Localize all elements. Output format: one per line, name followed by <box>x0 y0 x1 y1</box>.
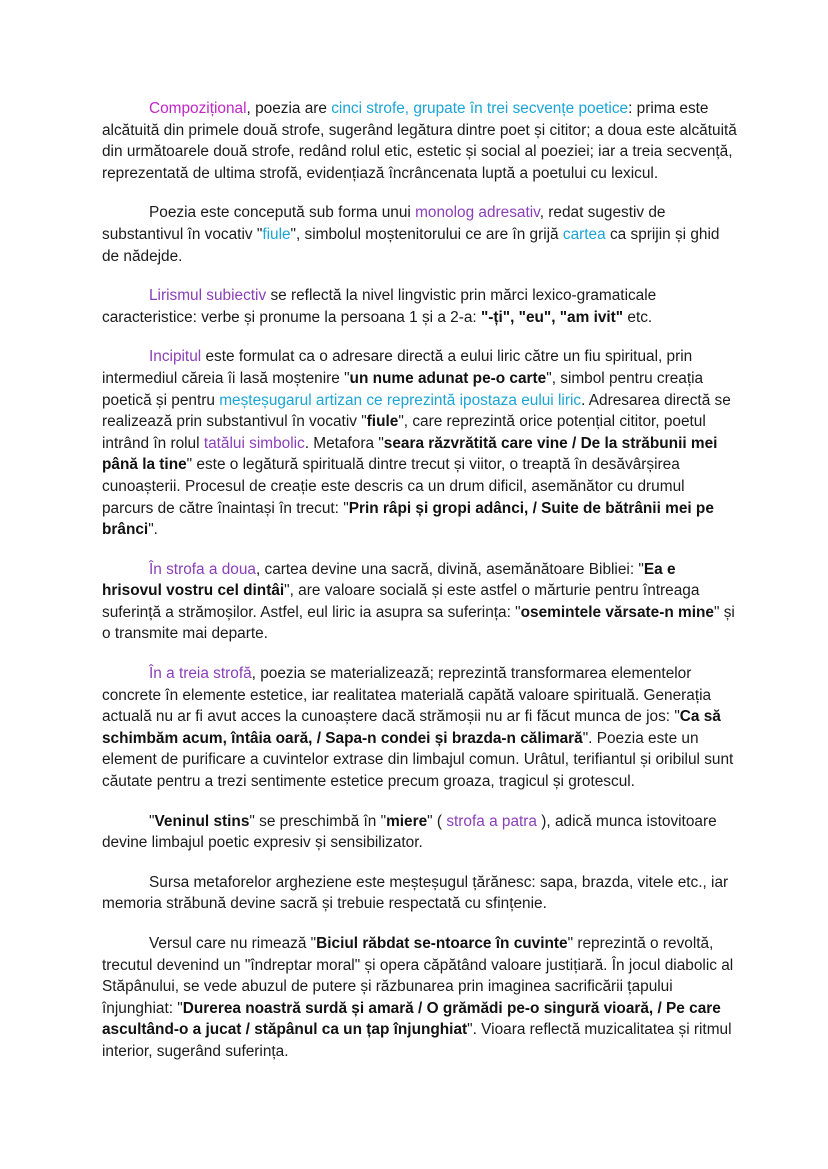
paragraph-composition <box>102 98 738 184</box>
text-run: Sursa metaforelor argheziene este meșteșugul țărănesc: sapa, brazda, vitele etc., iar memoria străbună devine sacră și trebuie respectată cu sfințenie. <box>102 873 729 913</box>
bold-quote: Ca să schimbăm acum, întâia oară, / Sapa-n condei și brazda-n călimară <box>102 708 721 747</box>
document-body <box>102 98 738 1081</box>
highlight-term: Compozițional <box>149 100 247 117</box>
highlight-term: monolog adresativ <box>415 204 540 222</box>
bold-quote: miere <box>386 812 428 830</box>
highlight-term: strofa a patra <box>446 812 537 830</box>
text-run: " <box>149 812 155 830</box>
highlight-term: tatălui simbolic <box>203 434 305 452</box>
text-run: ), adică munca istovitoare devine limbajul poetic expresiv și sensibilizator. <box>102 812 717 852</box>
paragraph-incipit <box>102 346 738 540</box>
highlight-term: meșteșugarul artizan ce reprezintă ipostaza eului liric <box>219 391 582 409</box>
text-run: Versul care nu rimează " <box>149 935 317 952</box>
text-run: : prima este alcătuită din primele două strofe, sugerând legătura dintre poet și cititor; a doua este alcătuită din următoarele două strofe, redând rolul etic, estetic și social al poeziei; iar a treia secvență, reprezentată de ultima strofă, evidențiază încrâncenata luptă a poetului cu lexicul. <box>102 100 737 182</box>
bold-quote: Ea e hrisovul vostru cel dintâi <box>102 560 676 600</box>
paragraph-monolog <box>102 202 738 267</box>
bold-quote: seara răzvrătită care vine / De la străbunii mei până la tine <box>102 434 718 474</box>
bold-quote: "-ți", "eu", "am ivit" <box>480 308 624 326</box>
paragraph-bici <box>102 933 738 1063</box>
text-run: ". <box>148 521 158 539</box>
paragraph-metafore <box>102 872 738 915</box>
text-run: , redat sugestiv de substantivul în vocativ " <box>102 204 666 243</box>
text-run: etc. <box>623 308 653 326</box>
text-run: ". Vioara reflectă muzicalitatea și ritmul interior, sugerând suferința. <box>102 1021 732 1060</box>
text-run: " reprezintă o revoltă, trecutul devenind un "îndreptar moral" și opera căpătând valoare justițiară. În jocul diabolic al Stăpânului, se vede abuzul de putere și răzbunarea prin imaginea sacrificării țapului înjunghiat: " <box>102 935 734 1017</box>
text-run: " ( <box>427 812 447 830</box>
text-run: ". Poezia este un element de purificare a cuvintelor extrase din limbajul comun. Urâtul, terifiantul și oribilul sunt căutate pentru a trezi sentimente estetice precum groaza, tragicul și grotescul. <box>102 729 734 791</box>
bold-quote: fiule <box>366 413 399 431</box>
highlight-term: fiule <box>262 225 291 243</box>
bold-quote: un nume adunat pe-o carte <box>349 369 547 387</box>
paragraph-venin <box>102 811 738 854</box>
text-run: ", simbol pentru creația poetică și pentru <box>102 369 704 409</box>
paragraph-strofa-doua <box>102 559 738 645</box>
highlight-term: Incipitul <box>149 348 202 366</box>
text-run: " este o legătură spirituală dintre trecut și viitor, o treaptă în desăvârșirea cunoașterii. Procesul de creație este descris ca un drum dificil, asemănător cu drumul parcurs de către înaintași în trecut: " <box>102 456 685 517</box>
text-run: ", care reprezintă orice potențial cititor, poetul intrând în rolul <box>102 413 706 452</box>
highlight-term: cartea <box>562 225 606 243</box>
bold-quote: Veninul stins <box>154 812 250 830</box>
text-run: ", are valoare socială și este astfel o mărturie pentru întreaga suferință a strămoșilor. Astfel, eul liric ia asupra sa suferința: " <box>102 582 700 621</box>
paragraph-strofa-treia <box>102 663 738 793</box>
highlight-term: Lirismul subiectiv <box>149 287 267 305</box>
highlight-term: cinci strofe, grupate în trei secvențe poetice <box>331 100 629 117</box>
highlight-term: În a treia strofă <box>149 665 252 683</box>
highlight-term: În strofa a doua <box>149 560 256 578</box>
text-run: , poezia are <box>246 100 332 117</box>
bold-quote: Durerea noastră surdă și amară / O grămădi pe-o singură vioară, / Pe care ascultând-o a jucat / stăpânul ca un țap înjunghiat <box>102 999 721 1039</box>
text-run: , poezia se materializează; reprezintă transformarea elementelor concrete în elemente estetice, iar realitatea materială capătă valoare spirituală. Generația actuală nu ar fi avut acces la cunoaștere dacă strămoșii nu ar fi făcut munca de jos: " <box>102 665 712 726</box>
text-run: este formulat ca o adresare directă a eului liric către un fiu spiritual, prin intermediul căreia îi lasă moștenire " <box>102 348 693 387</box>
text-run: , cartea devine una sacră, divină, asemănătoare Bibliei: " <box>255 560 644 578</box>
paragraph-lirism <box>102 285 738 328</box>
text-run: " și o transmite mai departe. <box>102 603 735 643</box>
text-run: ", simbolul moștenitorului ce are în grijă <box>290 225 563 243</box>
text-run: . Metafora " <box>304 434 384 452</box>
bold-quote: Prin râpi și gropi adânci, / Suite de bătrânii mei pe brânci <box>102 499 714 539</box>
text-run: . Adresarea directă se realizează prin substantivul în vocativ " <box>102 391 731 431</box>
text-run: se reflectă la nivel lingvistic prin mărci lexico-gramaticale caracteristice: verbe și pronume la persoana 1 și a 2-a: <box>102 287 657 326</box>
text-run: " se preschimbă în " <box>249 812 387 830</box>
text-run: ca sprijin și ghid de nădejde. <box>102 225 720 265</box>
text-run: Poezia este concepută sub forma unui <box>149 204 416 222</box>
bold-quote: osemintele vărsate-n mine <box>520 603 714 621</box>
bold-quote: Biciul răbdat se-ntoarce în cuvinte <box>316 935 568 952</box>
